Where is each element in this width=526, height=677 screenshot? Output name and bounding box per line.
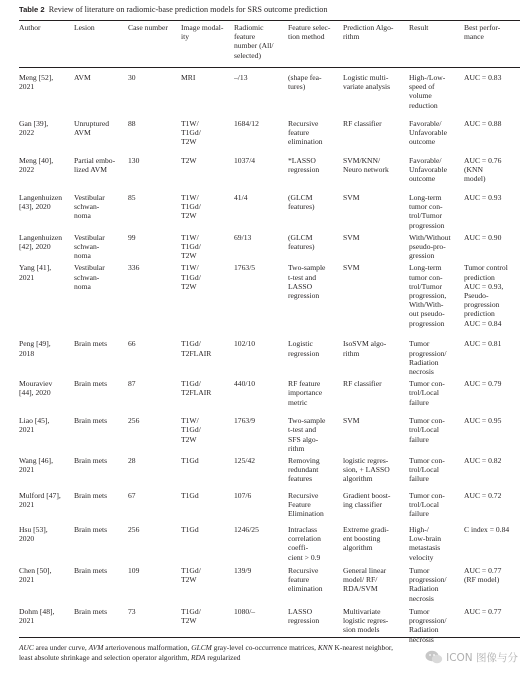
cell-result: Favorable/ Unfavorable outcome <box>409 156 447 184</box>
cell-author: Gan [39], 2022 <box>19 119 49 138</box>
cell-case-number: 67 <box>128 491 136 501</box>
cell-lesion: Brain mets <box>74 607 108 617</box>
cell-prediction-algorithm: SVM <box>343 232 360 242</box>
header-feature-number: Radiomic feature number (All/ selected) <box>234 23 274 60</box>
cell-best-performance: Tumor control prediction AUC = 0.93, Pseudo- progression prediction AUC = 0.84 <box>464 263 508 328</box>
cell-image-modality: T1W/ T1Gd/ T2W <box>181 119 201 147</box>
cell-feature-selection: Removing redundant features <box>288 456 320 484</box>
cell-best-performance: AUC = 0.77 <box>464 607 502 617</box>
cell-result: Tumor con- trol/Local failure <box>409 379 445 407</box>
header-prediction-algorithm: Prediction Algo- rithm <box>343 23 394 42</box>
cell-author: Meng [40], 2022 <box>19 156 54 175</box>
cell-feature-selection: RF feature importance metric <box>288 379 323 407</box>
cell-result: High-/ Low-brain metastasis velocity <box>409 525 442 562</box>
cell-prediction-algorithm: Logistic multi- variate analysis <box>343 73 391 92</box>
watermark-text: ICON 图像与分 <box>446 651 518 664</box>
cell-feature-number: –/13 <box>234 73 248 82</box>
cell-author: Langenhuizen [43], 2020 <box>19 193 63 212</box>
cell-author: Meng [52], 2021 <box>19 73 54 92</box>
cell-best-performance: AUC = 0.76 (KNN model) <box>464 156 502 184</box>
cell-result: Tumor progression/ Radiation necrosis <box>409 339 447 377</box>
cell-feature-selection: Logistic regression <box>288 339 320 358</box>
cell-feature-selection: (GLCM features) <box>288 193 315 212</box>
cell-prediction-algorithm: IsoSVM algo- rithm <box>343 339 387 358</box>
table-title: Review of literature on radiomic-base prediction models for SRS outcome prediction <box>48 5 328 14</box>
cell-best-performance: AUC = 0.81 <box>464 339 502 349</box>
cell-lesion: Brain mets <box>74 525 108 535</box>
cell-feature-selection: Intraclass correlation coeffi- cient > 0.9 <box>288 525 321 562</box>
cell-author: Liao [45], 2021 <box>19 416 50 435</box>
cell-lesion: Unruptured AVM <box>74 119 110 138</box>
abbreviation: AUC <box>19 643 34 652</box>
header-feature-selection: Feature selec- tion method <box>288 23 331 42</box>
top-rule <box>19 20 520 21</box>
cell-feature-selection: Recursive feature elimination <box>288 566 323 594</box>
cell-feature-number: 107/6 <box>234 491 252 501</box>
table-row <box>19 525 520 563</box>
cell-author: Dohm [48], 2021 <box>19 607 55 626</box>
cell-case-number: 336 <box>128 263 140 273</box>
cell-prediction-algorithm: General linear model/ RF/ RDA/SVM <box>343 566 387 594</box>
header-author: Author <box>19 23 41 32</box>
cell-image-modality: T2W <box>181 156 197 165</box>
cell-image-modality: T1Gd/ T2FLAIR <box>181 339 212 358</box>
cell-best-performance: AUC = 0.79 <box>464 379 502 389</box>
cell-case-number: 256 <box>128 525 140 535</box>
table-row <box>19 566 520 604</box>
header-image-modality: Image modal- ity <box>181 23 224 42</box>
cell-result: With/Without pseudo-pro- gression <box>409 232 451 261</box>
cell-best-performance: AUC = 0.72 <box>464 491 502 501</box>
header-result: Result <box>409 23 429 32</box>
cell-image-modality: T1W/ T1Gd/ T2W <box>181 193 201 221</box>
cell-feature-number: 41/4 <box>234 193 248 202</box>
cell-lesion: Brain mets <box>74 416 108 426</box>
cell-lesion: Partial embo- lized AVM <box>74 156 116 175</box>
cell-author: Wang [46], 2021 <box>19 456 53 475</box>
cell-prediction-algorithm: SVM <box>343 263 360 273</box>
header-row <box>19 23 520 70</box>
table-row <box>19 456 520 488</box>
cell-case-number: 28 <box>128 456 136 466</box>
cell-result: Favorable/ Unfavorable outcome <box>409 119 447 147</box>
cell-case-number: 30 <box>128 73 136 82</box>
cell-feature-selection: LASSO regression <box>288 607 320 626</box>
cell-feature-selection: *LASSO regression <box>288 156 320 175</box>
cell-case-number: 130 <box>128 156 140 165</box>
cell-result: High-/Low- speed of volume reduction <box>409 73 446 110</box>
cell-feature-number: 1684/12 <box>234 119 259 128</box>
cell-image-modality: MRI <box>181 73 196 82</box>
cell-lesion: Vestibular schwan- noma <box>74 193 105 221</box>
cell-result: Tumor con- trol/Local failure <box>409 416 445 444</box>
table-caption <box>19 5 519 15</box>
cell-author: Yang [41], 2021 <box>19 263 52 282</box>
cell-best-performance: AUC = 0.95 <box>464 416 502 426</box>
cell-case-number: 99 <box>128 232 136 242</box>
cell-feature-selection: Two-sample t-test and SFS algo- rithm <box>288 416 326 453</box>
cell-lesion: Brain mets <box>74 491 108 501</box>
cell-prediction-algorithm: Extreme gradi- ent boosting algorithm <box>343 525 389 553</box>
cell-case-number: 88 <box>128 119 136 128</box>
cell-author: Langenhuizen [42], 2020 <box>19 232 63 252</box>
cell-case-number: 87 <box>128 379 136 389</box>
cell-author: Mulford [47], 2021 <box>19 491 61 510</box>
cell-prediction-algorithm: Gradient boost- ing classifier <box>343 491 391 510</box>
cell-prediction-algorithm: RF classifier <box>343 119 382 128</box>
table-row <box>19 491 520 522</box>
watermark <box>425 646 518 668</box>
cell-feature-number: 125/42 <box>234 456 256 466</box>
footnote-line-1: AUC area under curve, AVM arteriovenous malformation, GLCM gray-level co-occurrence matrices, KNN K-nearest neighbor, <box>19 643 393 652</box>
table-row <box>19 233 520 261</box>
table-row <box>19 339 520 376</box>
table-row <box>19 156 520 190</box>
cell-image-modality: T1Gd/ T2FLAIR <box>181 379 212 398</box>
cell-lesion: AVM <box>74 73 91 82</box>
cell-feature-number: 1246/25 <box>234 525 259 535</box>
cell-feature-selection: Recursive Feature Elimination <box>288 491 324 519</box>
cell-image-modality: T1Gd <box>181 491 199 501</box>
cell-image-modality: T1Gd <box>181 525 199 535</box>
cell-case-number: 109 <box>128 566 140 576</box>
cell-result: Tumor progression/ Radiation necrosis <box>409 607 447 644</box>
cell-lesion: Vestibular schwan- noma <box>74 232 105 261</box>
table-row <box>19 607 520 644</box>
cell-best-performance: AUC = 0.93 <box>464 193 502 202</box>
cell-prediction-algorithm: SVM <box>343 416 360 426</box>
cell-best-performance: AUC = 0.88 <box>464 119 502 128</box>
cell-feature-number: 1763/9 <box>234 416 256 426</box>
footnote-line-2: least absolute shrinkage and selection operator algorithm, RDA regularized <box>19 652 241 662</box>
cell-case-number: 256 <box>128 416 140 426</box>
cell-case-number: 85 <box>128 193 136 202</box>
abbreviation: RDA <box>190 652 206 662</box>
abbreviation: KNN <box>317 643 333 652</box>
cell-feature-selection: Recursive feature elimination <box>288 119 323 147</box>
cell-feature-number: 1037/4 <box>234 156 256 165</box>
cell-lesion: Brain mets <box>74 456 108 466</box>
cell-result: Long-term tumor con- trol/Tumor progression, With/With- out pseudo- progression <box>409 263 447 328</box>
cell-feature-number: 102/10 <box>234 339 256 349</box>
cell-image-modality: T1Gd/ T2W <box>181 607 201 626</box>
cell-prediction-algorithm: RF classifier <box>343 379 382 389</box>
cell-feature-selection: (GLCM features) <box>288 232 315 252</box>
cell-lesion: Vestibular schwan- noma <box>74 263 105 291</box>
cell-prediction-algorithm: SVM <box>343 193 360 202</box>
cell-case-number: 66 <box>128 339 136 349</box>
cell-best-performance: AUC = 0.82 <box>464 456 502 466</box>
table-row <box>19 73 520 116</box>
cell-image-modality: T1W/ T1Gd/ T2W <box>181 232 201 261</box>
cell-feature-number: 139/9 <box>234 566 252 576</box>
cell-result: Tumor con- trol/Local failure <box>409 491 445 519</box>
table-row <box>19 379 520 413</box>
cell-author: Peng [49], 2018 <box>19 339 51 358</box>
table-row <box>19 119 520 153</box>
cell-image-modality: T1Gd <box>181 456 199 466</box>
cell-prediction-algorithm: logistic regres- sion, + LASSO algorithm <box>343 456 390 484</box>
cell-lesion: Brain mets <box>74 339 108 349</box>
cell-result: Tumor progression/ Radiation necrosis <box>409 566 447 603</box>
cell-feature-selection: Two-sample t-test and LASSO regression <box>288 263 326 301</box>
cell-best-performance: C index = 0.84 <box>464 525 510 535</box>
cell-image-modality: T1W/ T1Gd/ T2W <box>181 263 201 291</box>
cell-image-modality: T1Gd/ T2W <box>181 566 201 585</box>
cell-feature-number: 69/13 <box>234 232 252 242</box>
abbreviation: AVM <box>88 643 104 652</box>
literature-table <box>19 23 520 644</box>
header-lesion: Lesion <box>74 23 95 32</box>
table-label: Table 2 <box>19 5 45 14</box>
cell-lesion: Brain mets <box>74 379 108 389</box>
cell-author: Chen [50], 2021 <box>19 566 52 585</box>
header-case-number: Case number <box>128 23 168 32</box>
cell-case-number: 73 <box>128 607 136 617</box>
cell-feature-number: 1763/5 <box>234 263 256 273</box>
table-row <box>19 263 520 336</box>
cell-result: Tumor con- trol/Local failure <box>409 456 445 484</box>
table-row <box>19 416 520 453</box>
cell-author: Mouraviev [44], 2020 <box>19 379 53 398</box>
abbreviation: GLCM <box>191 643 212 652</box>
cell-prediction-algorithm: SVM/KNN/ Neuro network <box>343 156 389 175</box>
cell-feature-number: 440/10 <box>234 379 256 389</box>
cell-feature-selection: (shape fea- tures) <box>288 73 322 92</box>
wechat-icon <box>425 650 443 665</box>
cell-author: Hsu [53], 2020 <box>19 525 48 544</box>
table-row <box>19 193 520 230</box>
cell-feature-number: 1080/– <box>234 607 256 617</box>
cell-image-modality: T1W/ T1Gd/ T2W <box>181 416 201 444</box>
cell-lesion: Brain mets <box>74 566 108 576</box>
cell-best-performance: AUC = 0.90 <box>464 232 502 242</box>
cell-best-performance: AUC = 0.83 <box>464 73 502 82</box>
cell-best-performance: AUC = 0.77 (RF model) <box>464 566 502 585</box>
cell-result: Long-term tumor con- trol/Tumor progression <box>409 193 445 230</box>
cell-prediction-algorithm: Multivariate logistic regres- sion models <box>343 607 389 635</box>
header-best-performance: Best perfor- mance <box>464 23 501 42</box>
